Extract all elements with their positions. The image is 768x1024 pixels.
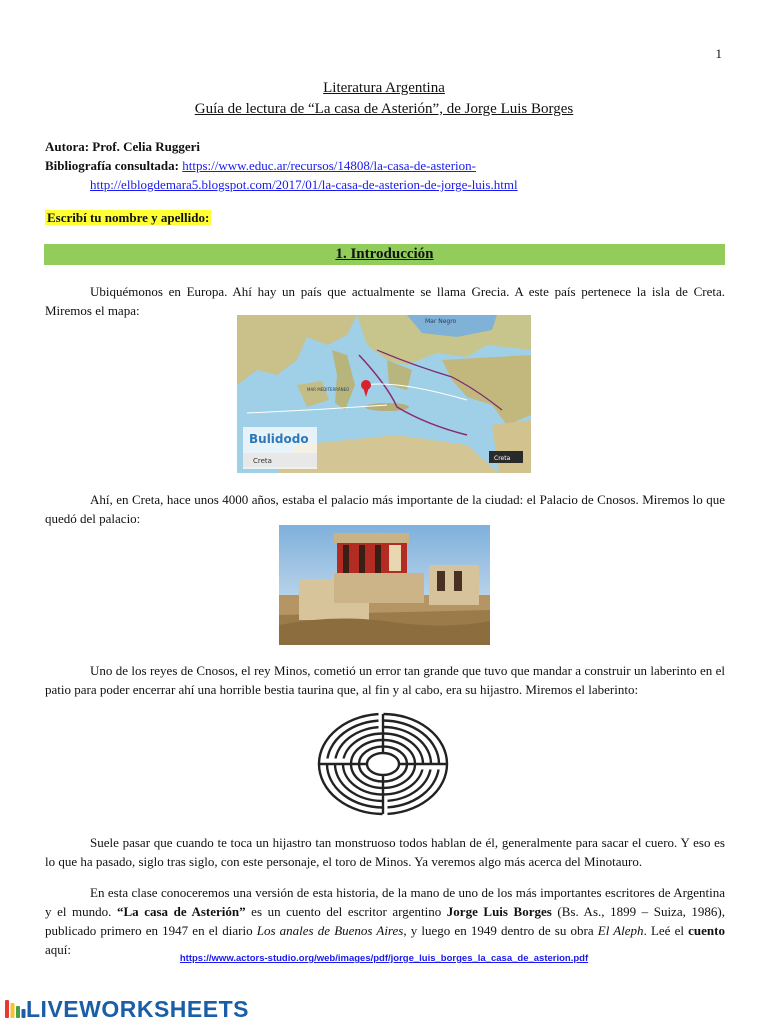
palace-illustration	[279, 525, 490, 645]
map-caption-right: Creta	[494, 455, 511, 462]
map-logo: Bulidodo	[249, 432, 309, 446]
name-prompt-line	[45, 208, 211, 227]
liveworksheets-icon	[4, 997, 26, 1021]
map-label-black-sea: Mar Negro	[425, 318, 457, 325]
section-heading	[44, 244, 725, 265]
paragraph-1: Ubiquémonos en Europa. Ahí hay un país que actualmente se llama Grecia. A este país pertenece la isla de Creta. Miremos el mapa:	[45, 284, 725, 318]
paragraph-2: Ahí, en Creta, hace unos 4000 años, estaba el palacio más importante de la ciudad: el Palacio de Cnosos. Miremos lo que quedó del palacio:	[45, 492, 725, 526]
p5-text-1: En esta clase conoceremos una versión de esta historia, de la mano de uno de los más importantes escritores de Argentina y el mundo.	[45, 885, 725, 919]
paragraph-3: Uno de los reyes de Cnosos, el rey Minos, cometió un error tan grande que tuvo que mandar a construir un laberinto en el patio para poder encerrar ahí una horrible bestia taurina que, al fin y al cabo, era su hijastro. Miremos el laberinto:	[45, 663, 725, 697]
paragraph-5	[45, 883, 725, 959]
bibliography-link-1[interactable]: https://www.educ.ar/recursos/14808/la-casa-de-asterion-	[182, 158, 476, 173]
p5-text-5: . Leé el	[643, 923, 689, 938]
cuento-word: cuento	[688, 923, 725, 938]
p5-text-3: (Bs. As., 1899 – Suiza, 1986), publicado primero en 1947 en el diario	[45, 904, 725, 938]
bibliography-link-2[interactable]: http://elblogdemara5.blogspot.com/2017/01/la-casa-de-asterion-de-jorge-luis.html	[90, 177, 518, 192]
book-title: El Aleph	[597, 923, 644, 938]
p5-text-6: aquí:	[45, 942, 71, 957]
section-heading-text: 1. Introducción	[335, 246, 434, 262]
story-title: “La casa de Asterión”	[116, 904, 246, 919]
palace-image	[279, 525, 490, 645]
liveworksheets-logo[interactable]	[4, 995, 249, 1023]
bibliography-link-2-line	[90, 175, 518, 194]
map-illustration	[237, 315, 531, 473]
page-number: 1	[715, 46, 722, 61]
story-pdf-link[interactable]: https://www.actors-studio.org/web/images/pdf/jorge_luis_borges_la_casa_de_asterion.pdf	[179, 953, 589, 964]
p5-text-2: es un cuento del escritor argentino	[245, 904, 447, 919]
bibliography-line	[45, 156, 476, 175]
story-pdf-link-line	[0, 953, 768, 964]
author-name-bold: Jorge Luis Borges	[446, 904, 552, 919]
labyrinth-illustration	[315, 711, 451, 817]
map-image	[237, 315, 531, 473]
newspaper-name: Los anales de Buenos Aires	[256, 923, 404, 938]
course-title: Literatura Argentina	[323, 80, 445, 96]
author-name: Prof. Celia Ruggeri	[92, 139, 201, 154]
guide-title: Guía de lectura de “La casa de Asterión”, de Jorge Luis Borges	[194, 101, 574, 117]
liveworksheets-wordmark: LIVEWORKSHEETS	[26, 995, 249, 1022]
p5-text-4: , y luego en 1949 dentro de su obra	[403, 923, 598, 938]
labyrinth-image	[315, 711, 451, 817]
name-prompt[interactable]: Escribí tu nombre y apellido:	[47, 210, 210, 225]
paragraph-4: Suele pasar que cuando te toca un hijastro tan monstruoso todos hablan de él, generalmente para sacar el cuero. Y eso es lo que ha pasado, siglo tras siglo, con este personaje, el toro de Minos. Ya veremos algo más acerca del Minotauro.	[45, 835, 725, 869]
author-line	[45, 137, 200, 156]
map-label-mediterranean: MAR MEDITERRÁNEO	[307, 387, 350, 392]
author-label: Autora:	[45, 139, 90, 154]
bibliography-label: Bibliografía consultada:	[45, 158, 179, 173]
map-caption-left: Creta	[253, 457, 272, 465]
